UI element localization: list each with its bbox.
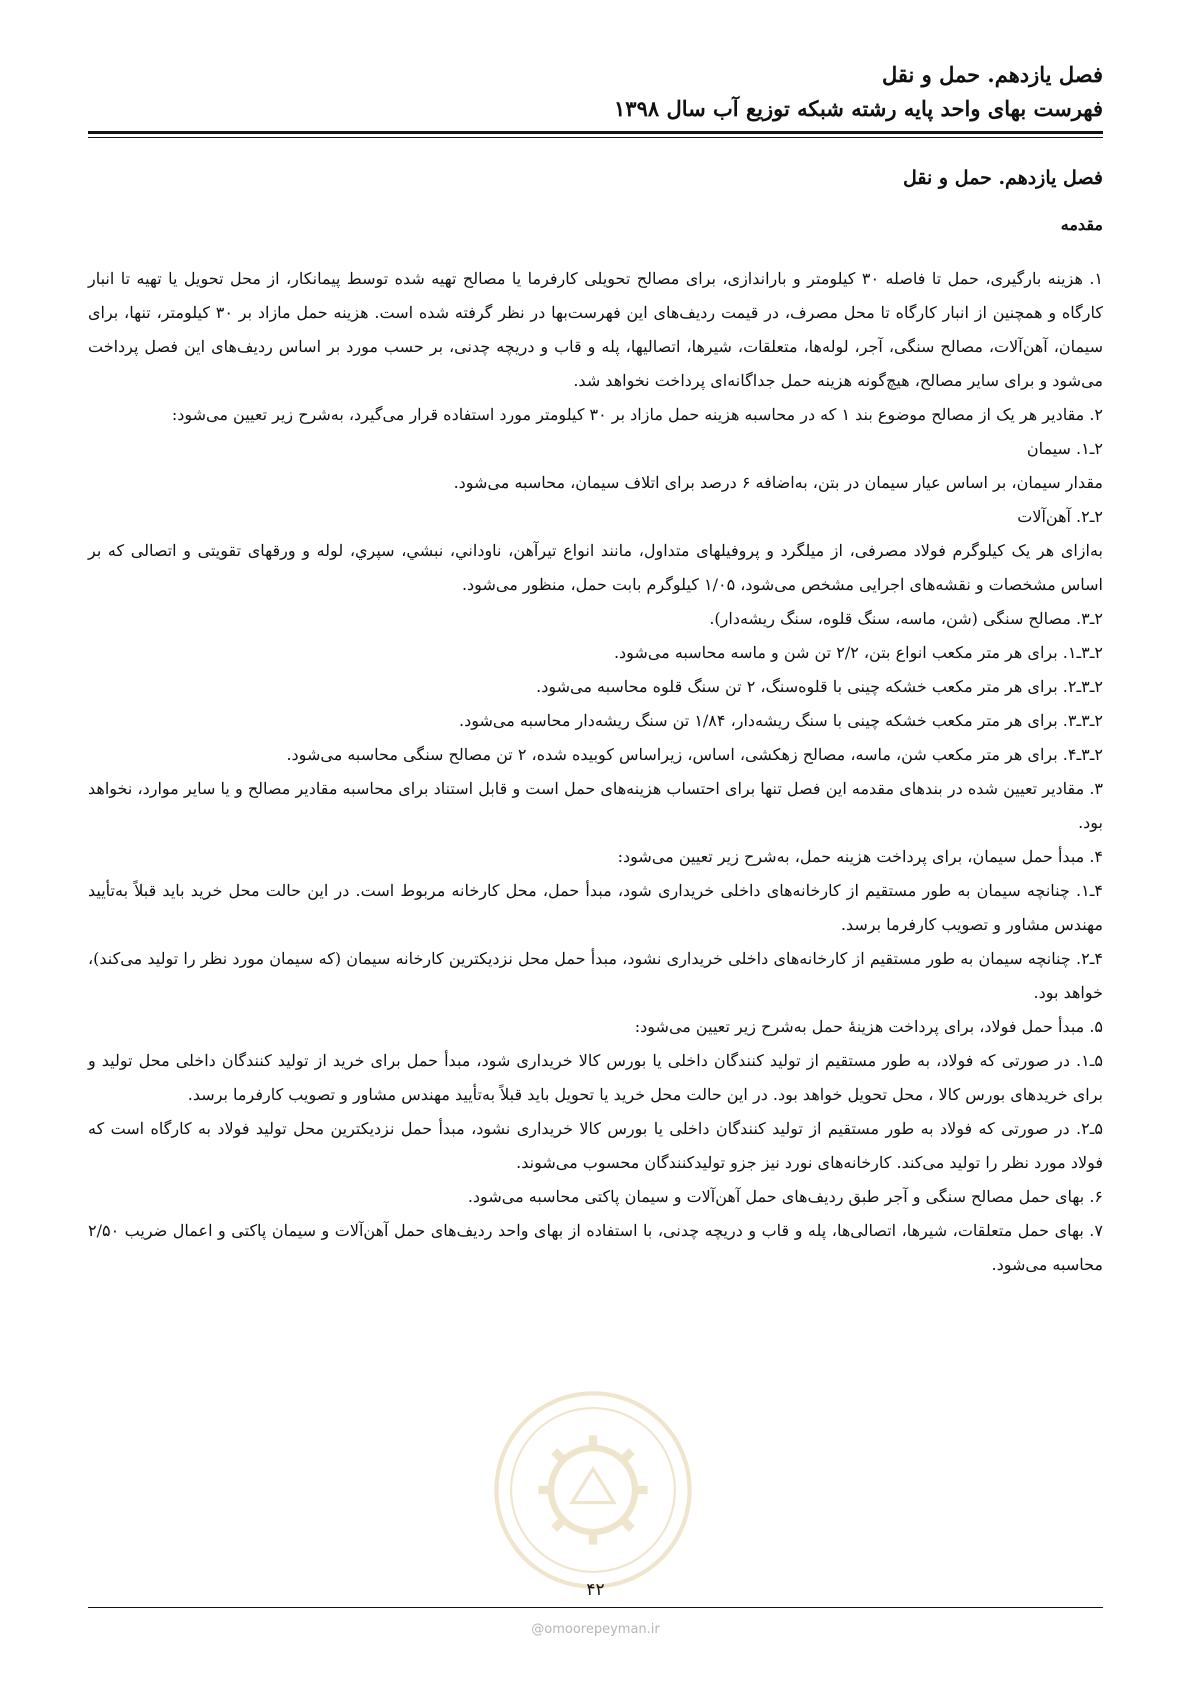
page-header <box>88 58 1103 126</box>
paragraph-2-1-body: مقدار سیمان، بر اساس عیار سیمان در بتن، به‌اضافه ۶ درصد برای اتلاف سیمان، محاسبه می‌شود. <box>453 473 1103 492</box>
page-content <box>88 158 1103 1282</box>
watermark-text: @omoorepeyman.ir <box>531 1622 660 1637</box>
paragraph-2-1: ۲ـ۱. سیمان <box>1026 439 1103 458</box>
header-chapter-title: فصل یازدهم. حمل و نقل <box>881 62 1103 87</box>
paragraph-4: ۴. مبدأ حمل سیمان، برای پرداخت هزینه حمل، به‌شرح زیر تعیین می‌شود: <box>617 847 1103 866</box>
header-rule-thick <box>88 131 1103 134</box>
paragraph-2: ۲. مقادیر هر یک از مصالح موضوع بند ۱ که در محاسبه هزینه حمل مازاد بر ۳۰ کیلومتر مورد استفاده قرار می‌گیرد، به‌شرح زیر تعیین می‌شود: <box>171 405 1103 424</box>
paragraph-5: ۵. مبدأ حمل فولاد، برای پرداخت هزینۀ حمل به‌شرح زیر تعیین می‌شود: <box>634 1017 1103 1036</box>
paragraph-6: ۶. بهای حمل مصالح سنگی و آجر طبق ردیف‌های حمل آهن‌آلات و سیمان پاکتی محاسبه می‌شود. <box>467 1187 1103 1206</box>
header-document-title: فهرست بهای واحد پایه رشته شبکه توزیع آب سال ۱۳۹۸ <box>614 96 1103 121</box>
section-title: فصل یازدهم. حمل و نقل <box>903 167 1103 189</box>
paragraph-5-2: ۵ـ۲. در صورتی که فولاد به طور مستقیم از تولید کنندگان داخلی یا بورس کالا خریداری نشود، مبدأ حمل نزدیکترین محل تولید فولاد به کارگاه است که فولاد مورد نظر را تولید می‌کند. کارخانه‌های نورد نیز جزو تولیدکنندگان محسوب می‌شوند. <box>88 1119 1103 1172</box>
watermark-seal-icon <box>488 1385 698 1595</box>
header-rule-thin <box>88 137 1103 138</box>
paragraph-2-3-2: ۲ـ۳ـ۲. برای هر متر مکعب خشکه چینی با قلوه‌سنگ، ۲ تن سنگ قلوه محاسبه می‌شود. <box>536 677 1103 696</box>
paragraph-2-3-1: ۲ـ۳ـ۱. برای هر متر مکعب انواع بتن، ۲/۲ تن شن و ماسه محاسبه می‌شود. <box>613 643 1103 662</box>
paragraph-4-2: ۴ـ۲. چنانچه سیمان به طور مستقیم از کارخانه‌های داخلی خریداری نشود، مبدأ حمل محل نزدیکترین کارخانه سیمان (که سیمان مورد نظر را تولید می‌کند)، خواهد بود. <box>88 949 1103 1002</box>
paragraph-5-1: ۵ـ۱. در صورتی که فولاد، به طور مستقیم از تولید کنندگان داخلی یا بورس کالا خریداری شود، مبدأ حمل برای خرید از تولید کنندگان داخلی محل تولید و برای خریدهای بورس کالا ، محل تحویل خواهد بود. در این حالت محل خرید یا تحویل باید قبلاً به‌تأیید مهندس مشاور و تصویب کارفرما برسد. <box>88 1051 1103 1104</box>
paragraph-2-2: ۲ـ۲. آهن‌آلات <box>1017 507 1103 526</box>
page-number: ۴۲ <box>586 1580 605 1600</box>
paragraph-2-3-4: ۲ـ۳ـ۴. برای هر متر مکعب شن، ماسه، مصالح زهکشی، اساس، زیراساس کوبیده شده، ۲ تن مصالح سنگی محاسبه می‌شود. <box>286 745 1103 764</box>
paragraph-4-1: ۴ـ۱. چنانچه سیمان به طور مستقیم از کارخانه‌های داخلی خریداری شود، مبدأ حمل، محل کارخانه مربوط است. در این حالت محل خرید باید قبلاً به‌تأیید مهندس مشاور و تصویب کارفرما برسد. <box>88 881 1103 934</box>
paragraph-2-3-3: ۲ـ۳ـ۳. برای هر متر مکعب خشکه چینی با سنگ ریشه‌دار، ۱/۸۴ تن سنگ ریشه‌دار محاسبه می‌شود. <box>458 711 1103 730</box>
intro-title: مقدمه <box>1060 215 1103 234</box>
paragraph-2-2-body: به‌ازای هر یک کیلوگرم فولاد مصرفی، از میلگرد و پروفیلهای متداول، مانند انواع تیرآهن، ناوداني، نبشي، سپري، لوله و ورقهای تقویتی و اتصالی که بر اساس مشخصات و نقشه‌های اجرایی مشخص می‌شود، ۱/۰۵ کیلوگرم بابت حمل، منظور می‌شود. <box>88 541 1103 594</box>
paragraph-1: ۱. هزینه بارگیری، حمل تا فاصله ۳۰ کیلومتر و باراندازی، برای مصالح تحویلی کارفرما یا مصالح تهیه شده توسط پیمانکار، از محل تحویل یا تهیه تا انبار کارگاه و همچنین از انبار کارگاه تا محل مصرف، در قیمت ردیف‌های این فهرست‌بها در نظر گرفته شده است. هزینه حمل مازاد بر ۳۰ کیلومتر، تنها، برای سیمان، آهن‌آلات، مصالح سنگی، آجر، لوله‌ها، متعلقات، شیرها، اتصالیها، پله و قاب و دریچه چدنی، بر حسب مورد بر اساس ردیف‌های این فصل پرداخت می‌شود و برای سایر مصالح، هیچ‌گونه هزینه حمل جداگانه‌ای پرداخت نخواهد شد. <box>88 269 1104 390</box>
paragraph-2-3: ۲ـ۳. مصالح سنگی (شن، ماسه، سنگ قلوه، سنگ ریشه‌دار). <box>709 609 1103 628</box>
paragraph-7: ۷. بهای حمل متعلقات، شیرها، اتصالی‌ها، پله و قاب و دریچه چدنی، با استفاده از بهای واحد ردیف‌های حمل آهن‌آلات و سیمان پاکتی و اعمال ضریب ۲/۵۰ محاسبه می‌شود. <box>88 1221 1103 1274</box>
footer-rule <box>88 1607 1103 1608</box>
paragraph-3: ۳. مقادیر تعیین شده در بندهای مقدمه این فصل تنها برای احتساب هزینه‌های حمل است و قابل استناد برای محاسبه مقادیر مصالح و یا سایر موارد، نخواهد بود. <box>88 779 1103 832</box>
